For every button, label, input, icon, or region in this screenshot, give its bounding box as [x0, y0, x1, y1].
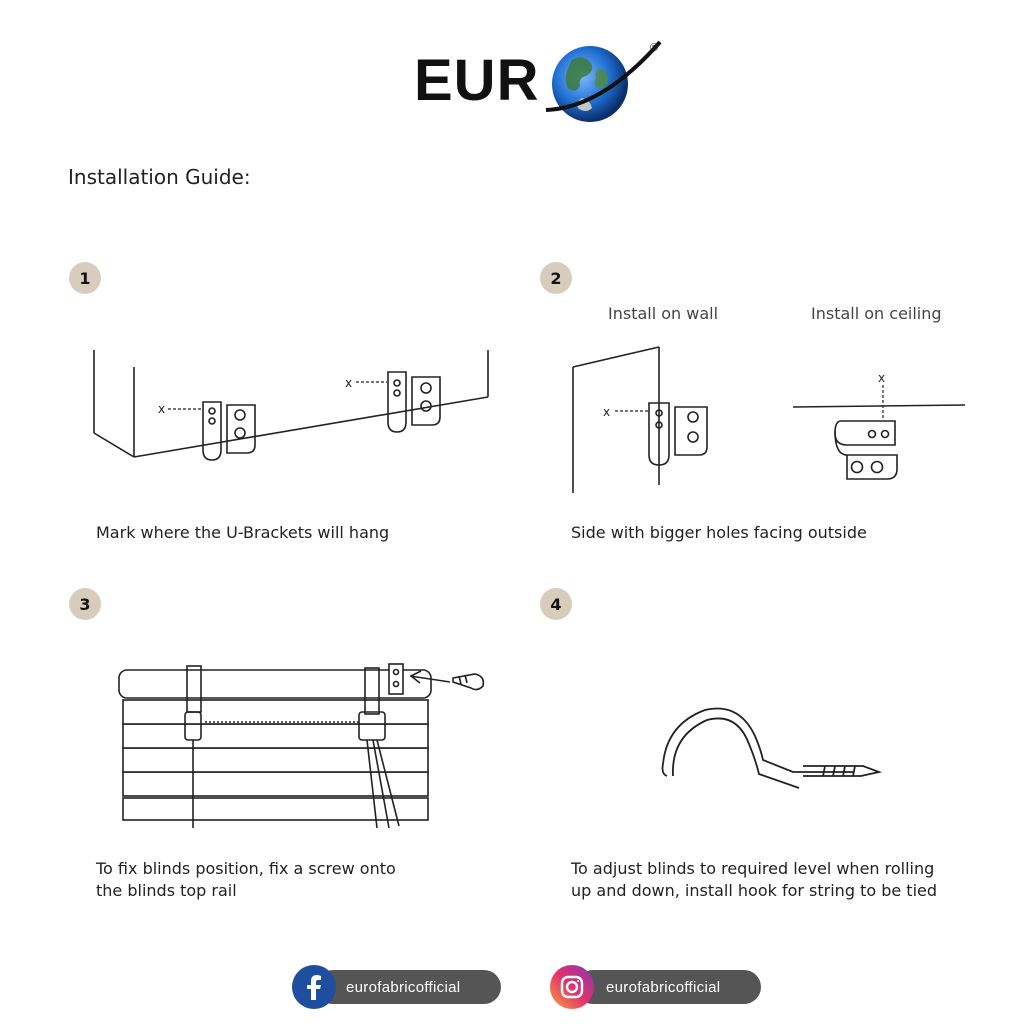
step-3-badge: 3	[69, 588, 101, 620]
facebook-handle-pill[interactable]	[316, 970, 501, 1004]
step-3-caption-line-2: the blinds top rail	[96, 881, 237, 900]
step-4-badge: 4	[540, 588, 572, 620]
step-1-badge: 1	[69, 262, 101, 294]
step-3-illustration	[115, 660, 490, 830]
step-1-illustration	[90, 345, 500, 465]
install-on-wall-label: Install on wall	[608, 304, 719, 323]
registered-mark: ®	[650, 42, 659, 54]
mark-x-wall: x	[603, 405, 611, 419]
instagram-handle-pill[interactable]	[576, 970, 761, 1004]
step-1-caption: Mark where the U-Brackets will hang	[96, 523, 390, 542]
page-title: Installation Guide:	[68, 165, 251, 189]
step-2-illustration	[565, 345, 970, 495]
step-3-caption-line-1: To fix blinds position, fix a screw onto	[96, 859, 396, 878]
step-2-badge: 2	[540, 262, 572, 294]
step-2-caption: Side with bigger holes facing outside	[571, 523, 867, 542]
facebook-handle: eurofabricofficial	[346, 978, 461, 996]
brand-logo	[414, 38, 664, 128]
mark-x-right: x	[345, 376, 353, 390]
step-4-caption-line-1: To adjust blinds to required level when rolling	[571, 859, 935, 878]
instagram-handle: eurofabricofficial	[606, 978, 721, 996]
install-on-ceiling-label: Install on ceiling	[811, 304, 942, 323]
mark-x-ceiling: x	[878, 371, 886, 385]
step-4-caption-line-2: up and down, install hook for string to be tied	[571, 881, 938, 900]
step-3-caption	[96, 858, 396, 902]
hook-illustration	[655, 700, 885, 790]
globe-icon	[542, 38, 667, 128]
mark-x-left: x	[158, 402, 166, 416]
facebook-icon[interactable]	[292, 965, 336, 1009]
step-4-caption	[571, 858, 937, 902]
instagram-icon[interactable]	[550, 965, 594, 1009]
logo-text: EUR	[414, 48, 540, 113]
